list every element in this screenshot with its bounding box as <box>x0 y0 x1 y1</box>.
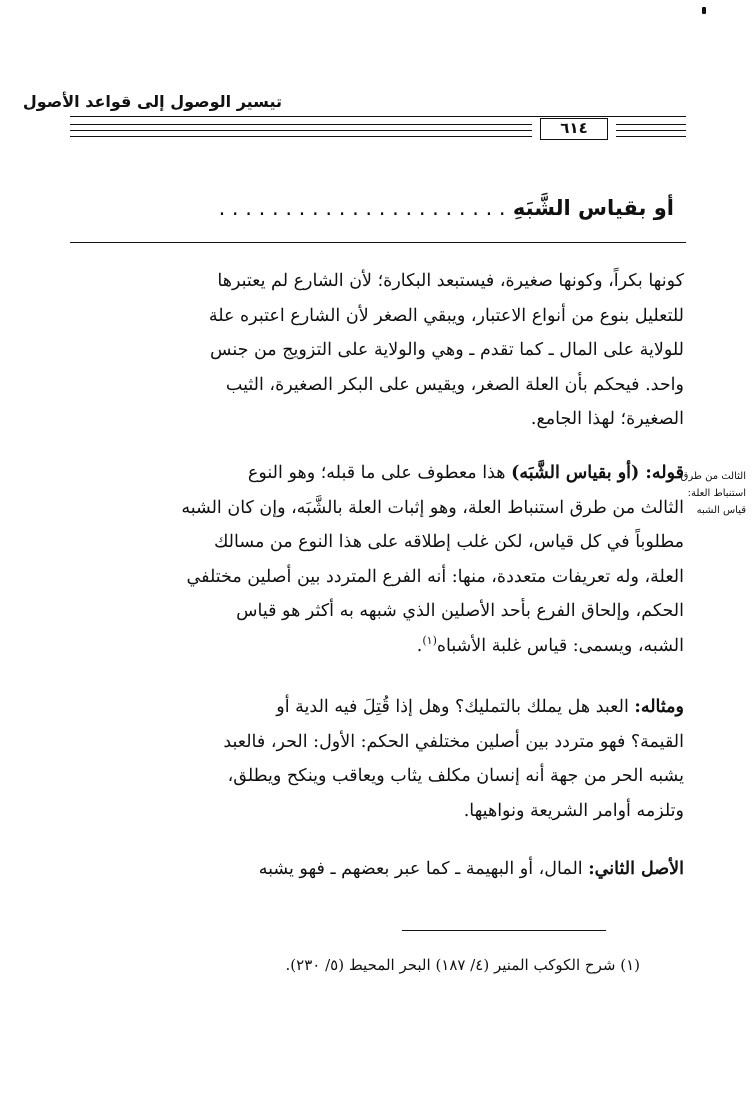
header-bar-left-2 <box>70 130 532 131</box>
paragraph-2 <box>68 456 684 663</box>
header-bar-right-1 <box>616 124 686 125</box>
section-heading-text: أو بقياس الشَّبَهِ <box>512 196 674 220</box>
text-line: وتلزمه أوامر الشريعة ونواهيها. <box>463 800 684 821</box>
paragraph-3 <box>68 690 684 828</box>
header-bar-left-1 <box>70 124 532 125</box>
text-run: العبد هل يملك بالتمليك؟ وهل إذا قُتِلَ فيه الدية أو <box>276 697 635 717</box>
text-line: الصغيرة؛ لهذا الجامع. <box>530 409 684 429</box>
text-line <box>68 690 684 725</box>
commentary-lead: قوله: (أو بقياس الشَّبَه) <box>511 463 684 483</box>
text-run: الشبه، ويسمى: قياس غلبة الأشباه <box>436 635 684 656</box>
text-line: الحكم، وإلحاق الفرع بأحد الأصلين الذي شبهه به أكثر هو قياس <box>236 601 684 621</box>
paragraph-1 <box>68 264 684 437</box>
margin-note-line: قياس الشبه <box>696 505 746 516</box>
text-run: . <box>416 635 423 656</box>
heading-leader-dots: . . . . . . . . . . . . . . . . . . . . . . <box>218 196 506 220</box>
header-rule <box>70 116 686 117</box>
text-line <box>68 456 684 491</box>
text-run: الأول: الحر <box>276 731 356 752</box>
text-line <box>68 852 684 887</box>
footnote-text: شرح الكوكب المنير (٤/ ١٨٧) البحر المحيط (٥/ ٢٣٠). <box>285 956 616 974</box>
text-line: للتعليل بنوع من أنواع الاعتبار، ويبقي الصغر لأن الشارع اعتبره علة <box>208 305 684 326</box>
page-number: ٦١٤ <box>540 118 608 140</box>
header-bar-right-2 <box>616 130 686 131</box>
text-line: يشبه الحر من جهة أنه إنسان مكلف يثاب ويعاقب وينكح ويطلق، <box>227 766 684 786</box>
text-run: القيمة؟ فهو متردد بين أصلين مختلفي الحكم: <box>355 731 684 752</box>
footnote-reference: (١) <box>422 633 437 647</box>
second-principle-lead: الأصل الثاني: <box>588 859 684 879</box>
text-line: العلة، وله تعريفات متعددة، منها: أنه الفرع المتردد بين أصلين مختلفي <box>186 566 684 587</box>
footnote <box>200 956 640 974</box>
example-lead: ومثاله: <box>634 697 684 717</box>
footnote-separator <box>402 930 606 931</box>
text-line <box>68 725 684 760</box>
header-bar-left-3 <box>70 136 532 137</box>
footnote-number: (١) <box>620 956 640 974</box>
text-line: الثالث من طرق استنباط العلة، وهو إثبات العلة بالشَّبَه، وإن كان الشبه <box>181 497 684 518</box>
text-line: كونها بكراً، وكونها صغيرة، فيستبعد البكارة؛ لأن الشارع لم يعتبرها <box>217 271 684 291</box>
text-run: المال، أو البهيمة ـ كما عبر بعضهم ـ فهو يشبه <box>258 859 589 879</box>
running-header-title: تيسير الوصول إلى قواعد الأصول <box>22 92 282 111</box>
text-line: واحد. فيحكم بأن العلة الصغر، ويقيس على البكر الصغيرة، الثيب <box>225 374 684 395</box>
text-line <box>68 629 684 664</box>
section-rule <box>70 242 686 243</box>
paragraph-4 <box>68 852 684 887</box>
margin-note <box>636 468 746 519</box>
corner-mark <box>702 7 706 14</box>
header-bar-right-3 <box>616 136 686 137</box>
text-line: مطلوباً في كل قياس، لكن غلب إطلاقه على هذا النوع من مسالك <box>213 532 684 552</box>
text-line: للولاية على المال ـ كما تقدم ـ وهي والولاية على التزويج من جنس <box>210 340 684 360</box>
section-heading <box>70 196 674 220</box>
margin-note-line: الثالث من طرق <box>680 471 746 482</box>
text-run: ، فالعبد <box>223 731 277 752</box>
margin-note-line: استنباط العلة: <box>687 488 746 499</box>
text-run: هذا معطوف على ما قبله؛ وهو النوع <box>247 463 512 483</box>
